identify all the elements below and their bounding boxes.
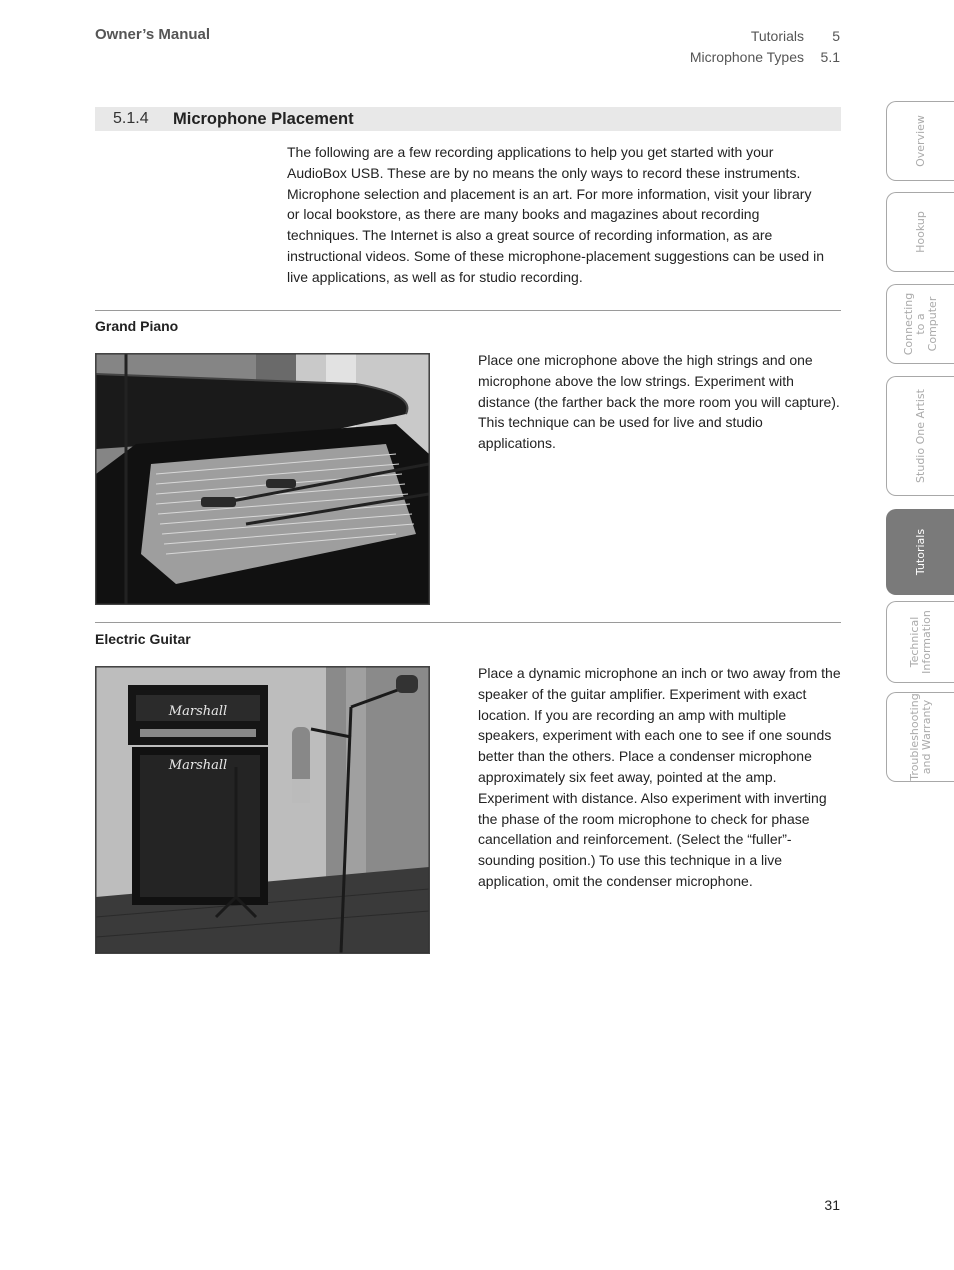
tab-tutorials[interactable] xyxy=(886,509,954,595)
running-header xyxy=(690,26,840,68)
electric-guitar-heading: Electric Guitar xyxy=(95,631,191,647)
electric-guitar-photo xyxy=(95,666,430,954)
grand-piano-text: Place one microphone above the high strings and one microphone above the low strings. Experiment with distance (the farther back the more room you will capture). This technique can be used for live and studio applications. xyxy=(478,352,840,452)
tab-hookup-label: Hookup xyxy=(914,211,927,253)
tab-overview-label: Overview xyxy=(914,115,927,167)
section-label: Microphone Types xyxy=(689,49,804,65)
grand-piano-heading: Grand Piano xyxy=(95,318,179,334)
tab-hookup[interactable] xyxy=(886,192,954,272)
intro-paragraph: The following are a few recording applications to help you get started with your AudioBox USB. These are by no means the only ways to record these instruments. Microphone selection and placement is an art. For more information, visit your library or local bookstore, as there are many books and magazines about recording techniques. The Internet is also a great source of recording information, as are instructional videos. Some of these microphone-placement suggestions can be used in live applications, as well as for studio recording. xyxy=(287,144,824,285)
tab-studio-one-artist[interactable] xyxy=(886,376,954,496)
marshall-logo-head: Marshall xyxy=(168,704,228,719)
tab-technical-information-label: Technical Information xyxy=(908,610,933,674)
chapter-number: 5 xyxy=(832,28,840,44)
tab-troubleshooting-label: Troubleshooting and Warranty xyxy=(908,693,933,781)
manual-title: Owner’s Manual xyxy=(95,26,211,43)
section-heading-number: 5.1.4 xyxy=(113,110,149,127)
divider-guitar xyxy=(95,622,841,623)
tab-technical-information[interactable] xyxy=(886,601,954,683)
chapter-label: Tutorials xyxy=(750,28,804,44)
tab-tutorials-label: Tutorials xyxy=(914,528,927,576)
section-heading-title: Microphone Placement xyxy=(173,109,354,128)
tab-overview[interactable] xyxy=(886,101,954,181)
marshall-logo-cab: Marshall xyxy=(168,758,228,773)
section-number: 5.1 xyxy=(820,49,840,65)
grand-piano-photo xyxy=(95,353,430,605)
tab-connecting-to-a-computer[interactable] xyxy=(886,284,954,364)
divider-piano xyxy=(95,310,841,311)
tab-studio-one-artist-label: Studio One Artist xyxy=(914,389,927,483)
electric-guitar-text: Place a dynamic microphone an inch or two away from the speaker of the guitar amplifier. Experiment with exact location. If you are recording an amp with multiple speakers, experiment with each one to see if one sounds better than the others. Place a condenser microphone approximately six feet away, pointed at the amp. Experiment with distance. Also experiment with inverting the phase of the room microphone to check for phase cancellation and reinforcement. (Select the “fuller”-sounding position.) To use this technique in a live application, omit the condenser microphone. xyxy=(478,665,841,889)
tab-connecting-label: Connecting to a Computer xyxy=(902,292,939,356)
tab-troubleshooting-and-warranty[interactable] xyxy=(886,692,954,782)
page-number: 31 xyxy=(824,1197,840,1213)
section-heading-bar xyxy=(95,107,841,131)
